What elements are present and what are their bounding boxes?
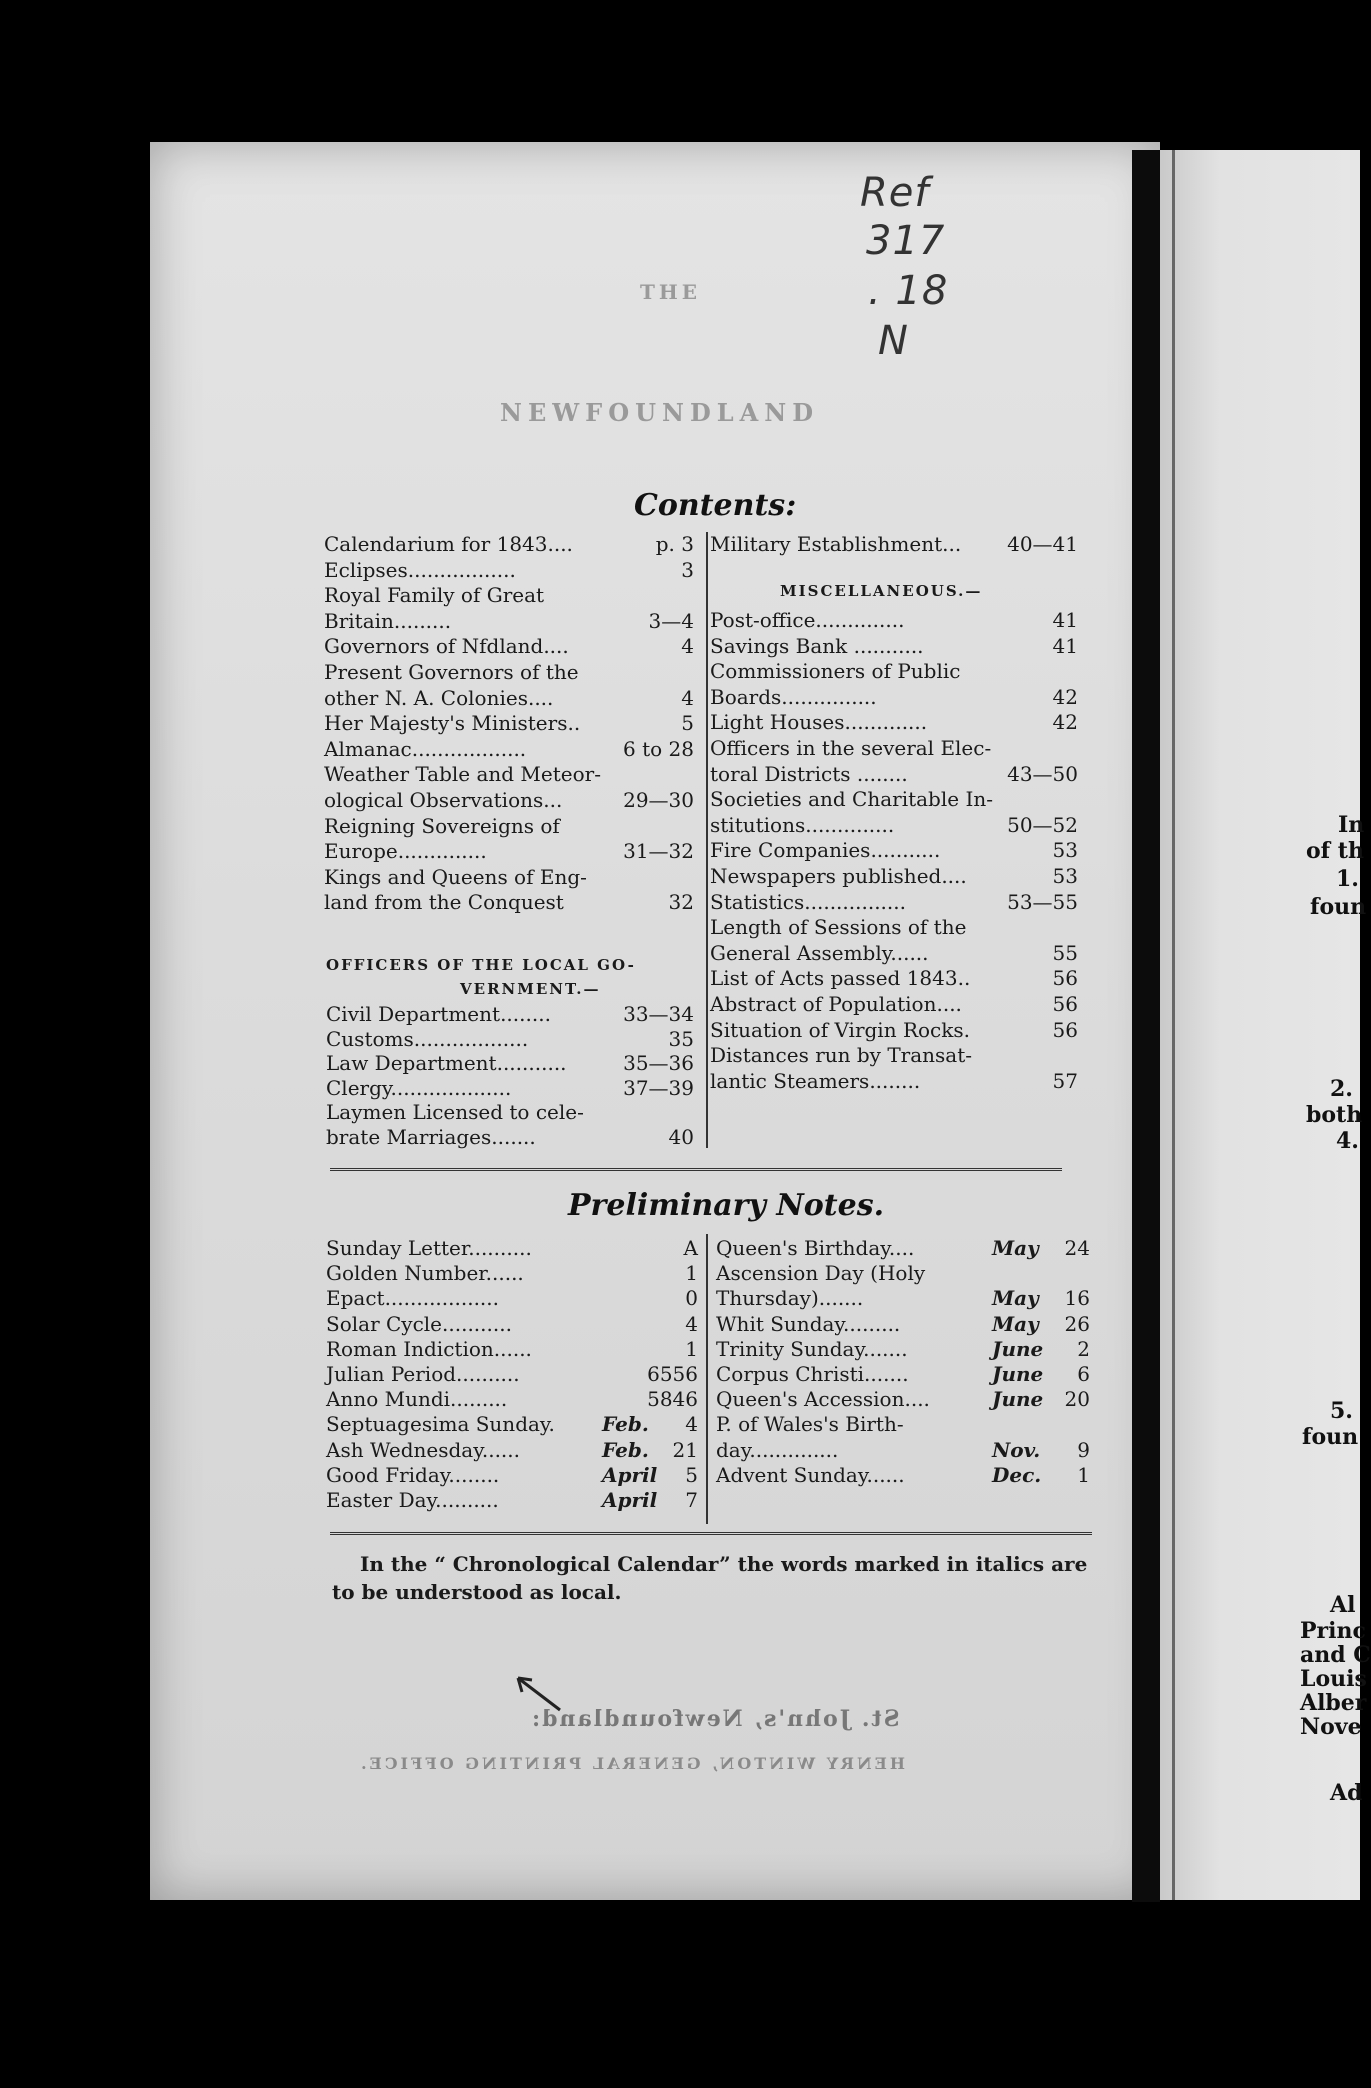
contents-right-label: toral Districts ........: [710, 761, 908, 786]
facing-page-fragment: 4.: [1336, 1128, 1359, 1154]
prelim-left-label: Roman Indiction......: [326, 1336, 532, 1361]
contents-left-label: Kings and Queens of Eng-: [324, 864, 587, 889]
contents-right-value: 41: [1052, 633, 1078, 658]
prelim-right-value: 1: [1077, 1462, 1090, 1487]
contents-left-value: 31—32: [623, 839, 694, 864]
contents-right-label: General Assembly......: [710, 940, 929, 965]
prelim-right-value: 9: [1077, 1437, 1090, 1462]
contents-right-value: 53—55: [1007, 889, 1078, 914]
prelim-left-label: Julian Period..........: [326, 1362, 520, 1386]
officer-label: Customs..................: [326, 1026, 529, 1051]
contents-left-label: ological Observations...: [324, 788, 563, 812]
prelim-left-value: A: [683, 1236, 698, 1260]
contents-left-label: land from the Conquest: [324, 890, 564, 915]
prelim-right-label: Corpus Christi.......: [716, 1362, 909, 1386]
officer-label: brate Marriages.......: [326, 1125, 536, 1149]
prelim-left-label: Anno Mundi.........: [326, 1387, 508, 1412]
preliminary-divider: [706, 1234, 708, 1524]
contents-left-label: Present Governors of the: [324, 660, 579, 684]
facing-page-fragment: Ad: [1330, 1780, 1363, 1806]
prelim-right-value: 2: [1077, 1336, 1090, 1361]
facing-page-fragment: 2.: [1330, 1076, 1353, 1102]
book-spine: [1132, 150, 1160, 1902]
contents-right-label: Statistics................: [710, 889, 906, 914]
contents-left-label: Weather Table and Meteor-: [324, 762, 601, 787]
facing-page-fragment: 1.: [1336, 866, 1359, 892]
contents-left-label: other N. A. Colonies....: [324, 685, 554, 710]
contents-left-value: 32: [668, 890, 694, 915]
handwritten-number: 317: [866, 218, 946, 264]
contents-right-label: Commissioners of Public: [710, 659, 961, 684]
contents-divider: [706, 532, 708, 1148]
contents-right-value: 55: [1052, 940, 1078, 965]
facing-page-fragment: Nove: [1300, 1714, 1362, 1740]
prelim-left-label: Sunday Letter..........: [326, 1236, 532, 1260]
officer-label: Law Department...........: [326, 1051, 567, 1076]
prelim-right-label: Whit Sunday.........: [716, 1311, 901, 1336]
prelim-right-month: June: [992, 1336, 1044, 1361]
contents-left-label: Europe..............: [324, 839, 487, 864]
contents-right-value: 50—52: [1007, 812, 1078, 837]
contents-right-label: lantic Steamers........: [710, 1068, 921, 1093]
officer-value: 35: [668, 1026, 694, 1051]
prelim-left-value: 1: [685, 1336, 698, 1361]
officer-label: Clergy...................: [326, 1075, 512, 1100]
prelim-left-value: 1: [685, 1261, 698, 1286]
prelim-left-value: 0: [685, 1286, 698, 1311]
officer-value: 40: [668, 1125, 694, 1149]
prelim-right-label: Ascension Day (Holy: [716, 1261, 926, 1286]
contents-right-value: 56: [1052, 966, 1078, 991]
section-rule: [330, 1168, 1062, 1171]
contents-left-label: Her Majesty's Ministers..: [324, 711, 581, 736]
officer-label: Civil Department........: [326, 1002, 551, 1026]
officers-heading: OFFICERS OF THE LOCAL GO-: [326, 956, 636, 974]
page-fold: [1172, 150, 1175, 1900]
prelim-right-label: day..............: [716, 1437, 839, 1462]
contents-left-value: 3: [681, 557, 694, 582]
contents-right-value: 57: [1052, 1068, 1078, 1093]
contents-left-value: p. 3: [655, 532, 694, 556]
handwritten-subnumber: . 18: [868, 268, 949, 314]
prelim-right-month: May: [992, 1311, 1039, 1336]
contents-right-value: 53: [1052, 838, 1078, 863]
prelim-left-month: Feb.: [602, 1412, 649, 1437]
prelim-right-value: 24: [1064, 1236, 1090, 1260]
prelim-right-label: P. of Wales's Birth-: [716, 1412, 904, 1437]
contents-right-label: Length of Sessions of the: [710, 915, 967, 940]
prelim-right-label: Advent Sunday......: [716, 1462, 905, 1487]
prelim-left-month: April: [602, 1462, 658, 1487]
prelim-left-month: Feb.: [602, 1437, 649, 1462]
facing-page-fragment: foun: [1302, 1424, 1359, 1450]
prelim-right-value: 20: [1064, 1387, 1090, 1412]
prelim-left-label: Good Friday........: [326, 1462, 500, 1487]
prelim-right-month: May: [992, 1236, 1039, 1260]
handwritten-ref: Ref: [860, 170, 930, 216]
contents-left-value: 29—30: [623, 788, 694, 812]
handwritten-letter: N: [878, 318, 909, 364]
officers-heading-cont: VERNMENT.—: [460, 980, 601, 998]
prelim-left-value: 21: [672, 1437, 698, 1462]
facing-page-fragment: both: [1306, 1102, 1363, 1128]
prelim-right-value: 16: [1064, 1286, 1090, 1311]
contents-right-label: Post-office..............: [710, 608, 905, 632]
prelim-right-value: 6: [1077, 1362, 1090, 1386]
facing-page-fragment: Alber: [1300, 1690, 1367, 1716]
contents-right-value: 56: [1052, 1017, 1078, 1042]
prelim-left-label: Solar Cycle...........: [326, 1311, 512, 1336]
prelim-left-label: Golden Number......: [326, 1261, 524, 1286]
contents-right-label: Distances run by Transat-: [710, 1043, 973, 1068]
contents-left-label: Eclipses.................: [324, 557, 516, 582]
faint-the: THE: [640, 280, 702, 304]
prelim-right-label: Queen's Accession....: [716, 1387, 930, 1412]
prelim-right-value: 26: [1064, 1311, 1090, 1336]
officer-label: Laymen Licensed to cele-: [326, 1100, 584, 1125]
facing-page-fragment: Louis: [1300, 1666, 1367, 1692]
prelim-right-label: Thursday).......: [716, 1286, 864, 1311]
facing-page-fragment: of th: [1306, 838, 1364, 864]
contents-right-label: Fire Companies...........: [710, 838, 941, 863]
prelim-left-label: Epact..................: [326, 1286, 499, 1311]
contents-right-label: Officers in the several Elec-: [710, 736, 992, 760]
facing-page-fragment: foun: [1310, 894, 1367, 920]
misc-heading: MISCELLANEOUS.—: [780, 582, 983, 600]
officer-value: 35—36: [623, 1051, 694, 1076]
prelim-left-label: Ash Wednesday......: [326, 1437, 521, 1462]
contents-right-label: Newspapers published....: [710, 864, 967, 888]
facing-page-fragment: and C: [1300, 1642, 1371, 1668]
contents-left-value: 3—4: [648, 608, 694, 633]
contents-left-value: 5: [681, 711, 694, 736]
faint-newfoundland: NEWFOUNDLAND: [500, 398, 820, 427]
prelim-left-label: Septuagesima Sunday.: [326, 1412, 555, 1437]
officer-value: 37—39: [623, 1075, 694, 1100]
preliminary-title: Preliminary Notes.: [568, 1188, 885, 1223]
prelim-right-month: June: [992, 1362, 1044, 1386]
contents-right-label: Light Houses.............: [710, 710, 928, 735]
contents-left-value: 4: [681, 634, 694, 659]
footnote-line2: to be understood as local.: [332, 1580, 622, 1604]
facing-page-fragment: Princ: [1300, 1618, 1366, 1644]
contents-right-label: List of Acts passed 1843..: [710, 966, 971, 991]
contents-left-value: 4: [681, 685, 694, 710]
contents-right-label: Boards...............: [710, 684, 877, 709]
prelim-left-value: 7: [685, 1488, 698, 1512]
contents-right-value: 41: [1052, 608, 1078, 632]
contents-left-label: Royal Family of Great: [324, 583, 545, 608]
prelim-left-value: 5846: [647, 1387, 698, 1412]
contents-left-value: 6 to 28: [623, 736, 694, 761]
contents-left-label: Reigning Sovereigns of: [324, 813, 560, 838]
imprint-printer: HENRY WINTON, GENERAL PRINTING OFFICE.: [358, 1754, 905, 1773]
prelim-left-value: 4: [685, 1311, 698, 1336]
prelim-left-month: April: [602, 1488, 658, 1512]
prelim-right-month: Nov.: [992, 1437, 1041, 1462]
contents-right-label: Societies and Charitable In-: [710, 787, 993, 812]
contents-right-value: 43—50: [1007, 761, 1078, 786]
contents-left-label: Britain.........: [324, 608, 452, 633]
contents-right-value: 42: [1052, 710, 1078, 735]
prelim-right-month: May: [992, 1286, 1039, 1311]
contents-right-label: Situation of Virgin Rocks.: [710, 1017, 970, 1042]
prelim-left-value: 5: [685, 1462, 698, 1487]
contents-left-label: Governors of Nfdland....: [324, 634, 569, 659]
contents-right-label: Savings Bank ...........: [710, 633, 924, 658]
contents-right-value: 56: [1052, 992, 1078, 1016]
contents-right-label: stitutions..............: [710, 812, 895, 837]
contents-left-label: Calendarium for 1843....: [324, 532, 573, 556]
prelim-right-label: Queen's Birthday....: [716, 1236, 915, 1260]
imprint-place: St. John's, Newfoundland:: [530, 1706, 900, 1732]
facing-page-fragment: 5.: [1330, 1398, 1353, 1424]
footnote-line1: In the “ Chronological Calendar” the words marked in italics are: [360, 1552, 1088, 1576]
notes-rule: [330, 1532, 1092, 1535]
officer-value: 33—34: [623, 1002, 694, 1026]
prelim-left-label: Easter Day..........: [326, 1488, 499, 1512]
contents-left-label: Almanac..................: [324, 736, 527, 761]
prelim-right-label: Trinity Sunday.......: [716, 1336, 908, 1361]
contents-right-label: Abstract of Population....: [710, 992, 962, 1016]
prelim-left-value: 4: [685, 1412, 698, 1437]
contents-right-value: 42: [1052, 684, 1078, 709]
prelim-right-month: Dec.: [992, 1462, 1042, 1487]
facing-page-fragment: Al: [1330, 1592, 1356, 1618]
prelim-left-value: 6556: [647, 1362, 698, 1386]
facing-page-fragment: In: [1338, 812, 1365, 838]
contents-right-value: 53: [1052, 864, 1078, 888]
prelim-right-month: June: [992, 1387, 1044, 1412]
contents-title: Contents:: [634, 488, 797, 523]
